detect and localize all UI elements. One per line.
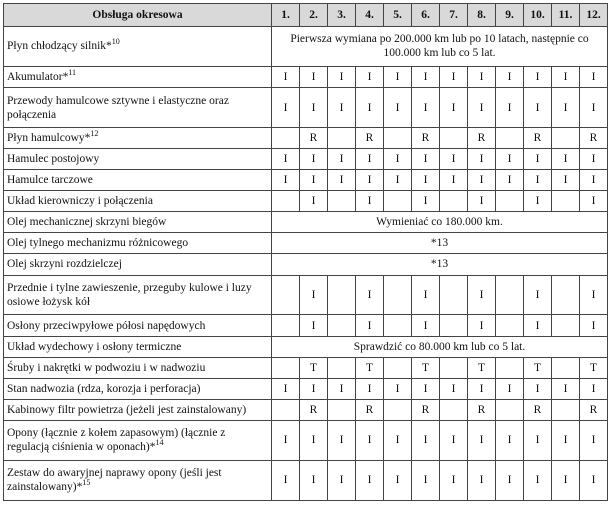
interval-mark: I [580, 315, 608, 336]
footnote-ref: 11 [68, 68, 77, 78]
interval-mark: R [524, 127, 552, 148]
table-row [4, 191, 608, 212]
interval-mark: R [300, 399, 328, 420]
task-label: Śruby i nakrętki w podwoziu i w nadwoziu [7, 361, 206, 374]
interval-mark: I [524, 420, 552, 460]
interval-mark: I [300, 315, 328, 336]
interval-mark: I [356, 275, 384, 315]
interval-mark: I [356, 66, 384, 87]
interval-mark [384, 357, 412, 378]
interval-mark [496, 191, 524, 212]
interval-mark [328, 399, 356, 420]
interval-mark: I [412, 66, 440, 87]
interval-mark [384, 315, 412, 336]
interval-mark: I [300, 275, 328, 315]
interval-mark [328, 127, 356, 148]
interval-mark: I [552, 88, 580, 128]
interval-mark [328, 191, 356, 212]
task-cell [4, 399, 272, 420]
interval-mark: I [384, 88, 412, 128]
interval-mark: I [412, 149, 440, 170]
task-label: Olej skrzyni rozdzielczej [7, 258, 122, 271]
task-label: Osłony przeciwpyłowe półosi napędowych [7, 319, 206, 332]
header-interval: 12. [580, 4, 608, 27]
interval-mark: I [496, 420, 524, 460]
interval-mark: I [412, 378, 440, 399]
interval-mark: I [524, 170, 552, 191]
interval-mark: I [580, 191, 608, 212]
table-row [4, 233, 608, 254]
interval-mark: I [552, 420, 580, 460]
interval-mark: I [552, 378, 580, 399]
interval-mark: I [384, 66, 412, 87]
interval-mark: I [272, 170, 300, 191]
interval-mark: R [356, 127, 384, 148]
interval-mark [440, 357, 468, 378]
interval-mark [552, 315, 580, 336]
interval-mark [552, 399, 580, 420]
interval-mark: I [328, 170, 356, 191]
task-cell [4, 420, 272, 460]
interval-mark: I [300, 191, 328, 212]
interval-mark: I [468, 170, 496, 191]
task-label: Opony (łącznie z kołem zapasowym) (łącznie z regulacją ciśnienia w oponach)* [7, 427, 226, 454]
interval-mark: I [468, 460, 496, 500]
interval-mark: I [328, 66, 356, 87]
interval-mark [384, 275, 412, 315]
interval-mark: I [412, 170, 440, 191]
interval-mark: I [580, 275, 608, 315]
interval-mark: I [384, 149, 412, 170]
task-label: Olej mechanicznej skrzyni biegów [7, 216, 167, 229]
interval-mark: I [468, 191, 496, 212]
footnote-ref: 12 [90, 129, 99, 139]
interval-mark [328, 315, 356, 336]
interval-mark: I [524, 191, 552, 212]
interval-mark: I [300, 460, 328, 500]
interval-mark: I [580, 420, 608, 460]
interval-mark [272, 399, 300, 420]
task-cell [4, 127, 272, 148]
interval-mark: I [440, 149, 468, 170]
interval-mark: I [272, 149, 300, 170]
interval-mark: I [440, 420, 468, 460]
interval-mark: R [580, 399, 608, 420]
header-interval: 10. [524, 4, 552, 27]
interval-mark [552, 191, 580, 212]
interval-mark: I [272, 460, 300, 500]
interval-mark: I [300, 66, 328, 87]
table-header-row [4, 4, 608, 27]
header-interval: 8. [468, 4, 496, 27]
interval-mark: I [412, 420, 440, 460]
table-row [4, 420, 608, 460]
interval-mark: I [356, 460, 384, 500]
interval-mark: I [580, 460, 608, 500]
interval-mark [328, 357, 356, 378]
interval-mark: I [552, 460, 580, 500]
task-cell [4, 378, 272, 399]
interval-mark: I [580, 66, 608, 87]
task-cell [4, 233, 272, 254]
task-cell [4, 88, 272, 128]
task-label: Przednie i tylne zawieszenie, przeguby kulowe i luzy osiowe łożysk kół [7, 282, 252, 308]
table-row [4, 254, 608, 275]
task-cell [4, 315, 272, 336]
interval-mark: I [328, 378, 356, 399]
interval-mark: T [412, 357, 440, 378]
interval-mark: I [356, 88, 384, 128]
table-row [4, 315, 608, 336]
interval-mark: I [440, 88, 468, 128]
interval-mark [496, 399, 524, 420]
interval-mark: I [468, 149, 496, 170]
header-interval: 9. [496, 4, 524, 27]
interval-mark [272, 275, 300, 315]
interval-mark: I [524, 275, 552, 315]
interval-mark: I [468, 88, 496, 128]
footnote-ref: 10 [111, 37, 120, 47]
task-cell [4, 66, 272, 87]
task-cell [4, 254, 272, 275]
interval-mark: I [412, 88, 440, 128]
task-cell [4, 27, 272, 67]
interval-mark: I [440, 66, 468, 87]
task-label: Płyn hamulcowy* [7, 132, 91, 145]
interval-mark: I [328, 420, 356, 460]
interval-mark: T [300, 357, 328, 378]
task-label: Układ kierowniczy i połączenia [7, 195, 153, 208]
interval-mark: I [328, 149, 356, 170]
interval-mark: I [552, 66, 580, 87]
task-label: Kabinowy filtr powietrza (jeżeli jest zainstalowany) [7, 403, 247, 416]
interval-mark: I [524, 378, 552, 399]
interval-mark [440, 127, 468, 148]
task-cell [4, 191, 272, 212]
table-row [4, 399, 608, 420]
interval-mark: I [272, 88, 300, 128]
footnote-ref: 15 [82, 478, 91, 488]
task-label: Zestaw do awaryjnej naprawy opony (jeśli jest zainstalowany)* [7, 467, 222, 494]
header-interval: 6. [412, 4, 440, 27]
footnote-ref: 14 [155, 438, 164, 448]
table-body [4, 27, 608, 501]
interval-mark: I [300, 149, 328, 170]
interval-mark: I [356, 149, 384, 170]
interval-mark: R [412, 399, 440, 420]
header-interval: 1. [272, 4, 300, 27]
task-label: Hamulec postojowy [7, 153, 100, 166]
interval-mark [440, 191, 468, 212]
interval-mark: I [356, 378, 384, 399]
interval-mark: I [580, 149, 608, 170]
interval-mark [440, 275, 468, 315]
interval-mark: I [468, 420, 496, 460]
table-row [4, 88, 608, 128]
interval-mark [496, 315, 524, 336]
interval-mark: I [356, 420, 384, 460]
interval-mark: I [496, 149, 524, 170]
header-interval: 3. [328, 4, 356, 27]
interval-mark: T [580, 357, 608, 378]
interval-mark: I [440, 460, 468, 500]
interval-mark: I [552, 170, 580, 191]
interval-mark [272, 357, 300, 378]
interval-mark: I [272, 420, 300, 460]
interval-mark: I [384, 420, 412, 460]
task-label: Układ wydechowy i osłony termiczne [7, 340, 182, 353]
interval-mark: I [300, 88, 328, 128]
interval-mark: I [412, 191, 440, 212]
table-row [4, 27, 608, 67]
interval-mark: I [468, 66, 496, 87]
interval-mark: I [580, 88, 608, 128]
interval-mark: I [496, 460, 524, 500]
task-cell [4, 460, 272, 500]
header-interval: 7. [440, 4, 468, 27]
task-label: Stan nadwozia (rdza, korozja i perforacja) [7, 382, 201, 395]
task-label: Olej tylnego mechanizmu różnicowego [7, 237, 189, 250]
task-cell [4, 357, 272, 378]
interval-mark: I [412, 315, 440, 336]
interval-mark [552, 127, 580, 148]
table-row [4, 336, 608, 357]
interval-mark: I [328, 460, 356, 500]
interval-mark [552, 275, 580, 315]
interval-mark: I [356, 315, 384, 336]
schedule-note: Sprawdzić co 80.000 km lub co 5 lat. [272, 336, 608, 357]
interval-mark: I [468, 378, 496, 399]
interval-mark: I [496, 170, 524, 191]
table-row [4, 378, 608, 399]
task-label: Płyn chłodzący silnik* [7, 40, 112, 53]
interval-mark [440, 399, 468, 420]
interval-mark: I [552, 149, 580, 170]
schedule-note: *13 [272, 233, 608, 254]
header-interval: 5. [384, 4, 412, 27]
interval-mark: I [440, 378, 468, 399]
interval-mark: I [496, 66, 524, 87]
interval-mark: I [580, 378, 608, 399]
interval-mark: I [384, 460, 412, 500]
task-cell [4, 149, 272, 170]
interval-mark: T [524, 357, 552, 378]
interval-mark: R [468, 399, 496, 420]
interval-mark: I [524, 315, 552, 336]
interval-mark: I [272, 66, 300, 87]
header-interval: 11. [552, 4, 580, 27]
interval-mark: I [412, 275, 440, 315]
table-row [4, 170, 608, 191]
interval-mark: I [524, 460, 552, 500]
interval-mark: R [580, 127, 608, 148]
table-row [4, 127, 608, 148]
header-title: Obsługa okresowa [4, 4, 272, 27]
schedule-note: *13 [272, 254, 608, 275]
task-cell [4, 212, 272, 233]
interval-mark: I [496, 378, 524, 399]
interval-mark [384, 399, 412, 420]
interval-mark: I [328, 88, 356, 128]
interval-mark: I [300, 420, 328, 460]
table-row [4, 66, 608, 87]
schedule-note: Wymieniać co 180.000 km. [272, 212, 608, 233]
interval-mark: R [356, 399, 384, 420]
interval-mark: I [412, 460, 440, 500]
interval-mark: I [524, 66, 552, 87]
interval-mark: T [468, 357, 496, 378]
task-cell [4, 275, 272, 315]
interval-mark: I [300, 170, 328, 191]
table-row [4, 460, 608, 500]
maintenance-schedule-table [3, 3, 608, 501]
table-row [4, 357, 608, 378]
interval-mark [496, 275, 524, 315]
header-interval: 2. [300, 4, 328, 27]
interval-mark: I [384, 378, 412, 399]
interval-mark [272, 315, 300, 336]
interval-mark [440, 315, 468, 336]
interval-mark: R [468, 127, 496, 148]
interval-mark: R [300, 127, 328, 148]
task-label: Przewody hamulcowe sztywne i elastyczne oraz połączenia [7, 94, 229, 121]
interval-mark: I [524, 149, 552, 170]
interval-mark: I [356, 191, 384, 212]
task-cell [4, 170, 272, 191]
interval-mark [328, 275, 356, 315]
interval-mark: I [272, 378, 300, 399]
interval-mark [384, 191, 412, 212]
interval-mark: I [524, 88, 552, 128]
table-row [4, 275, 608, 315]
interval-mark: T [356, 357, 384, 378]
table-row [4, 149, 608, 170]
interval-mark: R [412, 127, 440, 148]
table-row [4, 212, 608, 233]
interval-mark: I [384, 170, 412, 191]
task-label: Hamulce tarczowe [7, 174, 93, 187]
interval-mark: I [356, 170, 384, 191]
task-label: Akumulator* [7, 70, 69, 83]
interval-mark: I [496, 88, 524, 128]
schedule-note: Pierwsza wymiana po 200.000 km lub po 10 latach, następnie co 100.000 km lub co 5 lat. [272, 27, 608, 67]
interval-mark [272, 191, 300, 212]
interval-mark [272, 127, 300, 148]
interval-mark: I [468, 315, 496, 336]
task-cell [4, 336, 272, 357]
interval-mark [496, 357, 524, 378]
header-interval: 4. [356, 4, 384, 27]
interval-mark: R [524, 399, 552, 420]
interval-mark: I [300, 378, 328, 399]
interval-mark: I [580, 170, 608, 191]
interval-mark [384, 127, 412, 148]
interval-mark [496, 127, 524, 148]
interval-mark: I [440, 170, 468, 191]
interval-mark: I [468, 275, 496, 315]
interval-mark [552, 357, 580, 378]
